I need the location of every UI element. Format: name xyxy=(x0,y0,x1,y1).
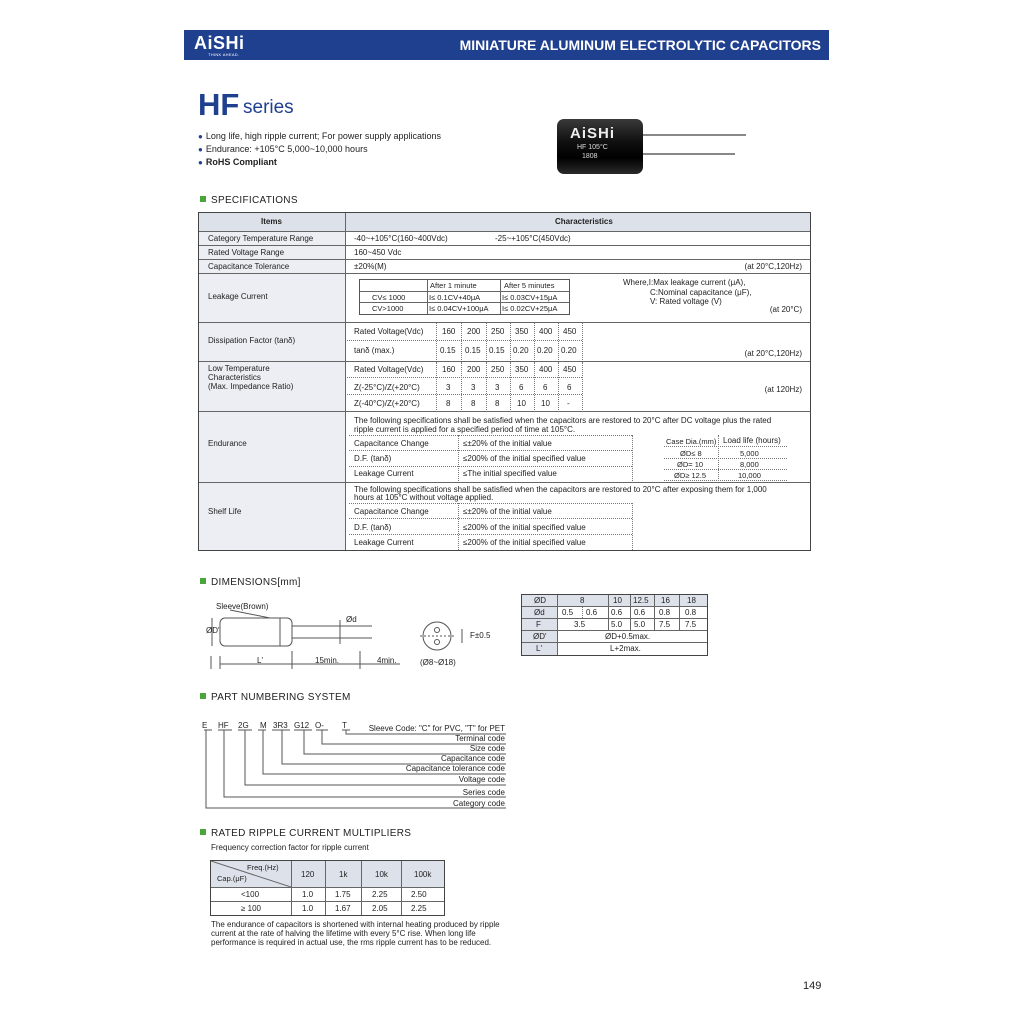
series-word: series xyxy=(243,97,294,118)
pn-label: Capacitance code xyxy=(440,754,505,763)
ripple-value: 2.50 xyxy=(411,890,427,899)
ripple-subheading: Frequency correction factor for ripple current xyxy=(211,843,369,852)
endurance-value: ≤200% of the initial specified value xyxy=(463,454,586,463)
cond-leakage: (at 20°C) xyxy=(769,305,802,314)
bullet-icon: ● xyxy=(198,145,203,154)
lt-row-label: Z(-25°C)/Z(+20°C) xyxy=(354,383,420,392)
leakage-where: V: Rated voltage (V) xyxy=(650,297,722,306)
lt-z25: 6 xyxy=(567,383,572,392)
ripple-table xyxy=(210,860,445,916)
dim-row-label: ØD xyxy=(534,596,546,605)
df-voltage: 350 xyxy=(515,327,529,336)
lt-voltage: 350 xyxy=(515,365,529,374)
endurance-text: The following specifications shall be satisfied when the capacitors are restored to 20°C after DC voltage plus the rated xyxy=(354,416,772,425)
life-dia: ØD≤ 8 xyxy=(680,449,702,458)
dimension-table xyxy=(521,594,708,656)
ripple-freq-label: Freq.(Hz) xyxy=(247,863,279,872)
section-heading: DIMENSIONS[mm] xyxy=(200,577,301,588)
ripple-value: 2.25 xyxy=(411,904,427,913)
cond-low-temp: (at 120Hz) xyxy=(764,385,802,394)
dim-row-label: L' xyxy=(536,644,542,653)
pn-code: T xyxy=(342,721,347,730)
dim-d: 0.6 xyxy=(586,608,598,617)
cond-cap-tolerance: (at 20°C,120Hz) xyxy=(744,262,802,271)
endurance-item: Capacitance Change xyxy=(354,439,429,448)
pn-code: HF xyxy=(218,721,229,730)
dim-4min: 4min. xyxy=(377,656,397,665)
lt-z25: 3 xyxy=(495,383,500,392)
pn-label: Series code xyxy=(462,788,505,797)
lt-z40: 10 xyxy=(541,399,550,408)
df-voltage: 160 xyxy=(442,327,456,336)
dim-row-label: ØD' xyxy=(533,632,547,641)
feature-item: ● Long life, high ripple current; For power supply applications xyxy=(198,131,441,141)
section-heading: SPECIFICATIONS xyxy=(200,195,298,206)
bullet-icon: ● xyxy=(198,158,203,167)
dim-phi-D: ØD' xyxy=(206,626,220,635)
shelf-value: ≤200% of the initial specified value xyxy=(463,538,586,547)
ripple-freq: 1k xyxy=(339,870,348,879)
dim-d: 0.6 xyxy=(611,608,623,617)
dim-D: 12.5 xyxy=(633,596,649,605)
dim-d: 0.8 xyxy=(659,608,671,617)
endurance-item: D.F. (tanδ) xyxy=(354,454,392,463)
pn-label: Capacitance tolerance code xyxy=(405,764,505,773)
shelf-text: The following specifications shall be satisfied when the capacitors are restored to 20°C after exposing them for 1,000 xyxy=(354,485,767,494)
ripple-value: 1.75 xyxy=(335,890,351,899)
pn-code: G12 xyxy=(294,721,310,730)
df-voltage: 400 xyxy=(539,327,553,336)
capacitor-logo: AiSHi xyxy=(570,125,616,142)
df-value: 0.20 xyxy=(513,346,529,355)
square-icon xyxy=(200,693,206,699)
header-bar xyxy=(184,30,829,60)
pn-label: Category code xyxy=(452,799,505,808)
brand-logo: AiSHi xyxy=(194,33,245,53)
ripple-value: 2.25 xyxy=(372,890,388,899)
lt-z40: 10 xyxy=(517,399,526,408)
section-heading: RATED RIPPLE CURRENT MULTIPLIERS xyxy=(200,828,411,839)
pn-code: O- xyxy=(315,721,324,730)
lt-row-label: Z(-40°C)/Z(+20°C) xyxy=(354,399,420,408)
square-icon xyxy=(200,829,206,835)
dim-D: 10 xyxy=(613,596,622,605)
dim-d: 0.5 xyxy=(562,608,574,617)
dim-F: 7.5 xyxy=(685,620,697,629)
label-low-temp: Characteristics xyxy=(208,373,261,382)
life-hours: 10,000 xyxy=(738,471,761,480)
leakage-where: C:Nominal capacitance (μF), xyxy=(650,288,752,297)
leakage-value: I≤ 0.03CV+15μA xyxy=(502,293,558,302)
pn-code: M xyxy=(260,721,267,730)
brand-tagline: THINK AHEAD. xyxy=(208,52,240,57)
dim-L: L' xyxy=(257,656,263,665)
lt-z40: 8 xyxy=(471,399,476,408)
table-header xyxy=(199,213,810,231)
df-voltage: 200 xyxy=(467,327,481,336)
leakage-col-5min: After 5 minutes xyxy=(504,281,555,290)
feature-item: ● Endurance: +105°C 5,000~10,000 hours xyxy=(198,144,368,154)
pn-label: Terminal code xyxy=(455,734,505,743)
df-voltage: 250 xyxy=(491,327,505,336)
df-value: 0.15 xyxy=(465,346,481,355)
capacitor-marking: 1808 xyxy=(582,153,598,160)
leakage-value: I≤ 0.04CV+100μA xyxy=(429,304,489,313)
dim-F: 5.0 xyxy=(634,620,646,629)
ripple-note: The endurance of capacitors is shortened with internal heating produced by ripple current at the rate of halving the lifetime with every 5°C rise. When long life performance is required in actual use, the rms ripple current has to be reduced. xyxy=(211,920,500,947)
section-heading: PART NUMBERING SYSTEM xyxy=(200,692,351,703)
life-dia: ØD= 10 xyxy=(677,460,704,469)
ripple-cap-label: Cap.(μF) xyxy=(217,874,247,883)
pn-label: Voltage code xyxy=(458,775,505,784)
life-hours: 8,000 xyxy=(740,460,759,469)
lt-z40: 8 xyxy=(495,399,500,408)
label-cap-tolerance: Capacitance Tolerance xyxy=(208,262,290,271)
label-leakage: Leakage Current xyxy=(208,292,268,301)
header-title: MINIATURE ALUMINUM ELECTROLYTIC CAPACITORS xyxy=(459,37,821,53)
bullet-icon: ● xyxy=(198,132,203,141)
value-rated-voltage: 160~450 Vdc xyxy=(354,248,402,257)
dim-F: 7.5 xyxy=(659,620,671,629)
dim-row-label: F xyxy=(536,620,541,629)
leakage-value: I≤ 0.1CV+40μA xyxy=(429,293,481,302)
leakage-subtable xyxy=(359,279,570,315)
leakage-cond: CV≤ 1000 xyxy=(372,293,406,302)
value-category-temp-1: -40~+105°C(160~400Vdc) xyxy=(354,234,448,243)
ripple-freq: 100k xyxy=(414,870,432,879)
dim-D: 18 xyxy=(687,596,696,605)
label-endurance: Endurance xyxy=(208,439,247,448)
ripple-value: 1.0 xyxy=(302,904,314,913)
pn-code: 2G xyxy=(238,721,249,730)
capacitor-marking: HF 105°C xyxy=(577,144,608,151)
square-icon xyxy=(200,578,206,584)
dim-D: 8 xyxy=(580,596,585,605)
page-number: 149 xyxy=(803,980,822,992)
pn-code: E xyxy=(202,721,208,730)
shelf-value: ≤200% of the initial specified value xyxy=(463,523,586,532)
pn-label: Size code xyxy=(469,744,505,753)
label-low-temp: Low Temperature xyxy=(208,364,270,373)
ripple-freq: 10k xyxy=(375,870,388,879)
spec-table xyxy=(198,212,811,551)
ripple-cap: <100 xyxy=(241,890,260,899)
endurance-item: Leakage Current xyxy=(354,469,414,478)
leakage-col-1min: After 1 minute xyxy=(430,281,477,290)
dim-d: 0.8 xyxy=(685,608,697,617)
lt-voltage: 200 xyxy=(467,365,481,374)
label-rated-voltage: Rated Voltage Range xyxy=(208,248,285,257)
df-voltage: 450 xyxy=(563,327,577,336)
dim-sleeve: Sleeve(Brown) xyxy=(216,602,269,611)
dim-D: 16 xyxy=(661,596,670,605)
series-code: HF xyxy=(198,87,240,122)
leakage-value: I≤ 0.02CV+25μA xyxy=(502,304,558,313)
lt-z25: 6 xyxy=(543,383,548,392)
dim-15min: 15min. xyxy=(315,656,340,665)
lt-z25: 3 xyxy=(446,383,451,392)
df-value: 0.15 xyxy=(489,346,505,355)
lt-voltage: 450 xyxy=(563,365,577,374)
capacitor-lead xyxy=(640,153,735,155)
shelf-value: ≤±20% of the initial value xyxy=(463,507,552,516)
capacitor-lead xyxy=(640,134,746,136)
dim-phi-d: Ød xyxy=(346,615,357,624)
df-value: 0.15 xyxy=(440,346,456,355)
value-category-temp-2: -25~+105°C(450Vdc) xyxy=(495,234,571,243)
df-row-label: tanδ (max.) xyxy=(354,346,395,355)
shelf-item: Capacitance Change xyxy=(354,507,429,516)
endurance-value: ≤±20% of the initial value xyxy=(463,439,552,448)
dim-F: F±0.5 xyxy=(470,631,491,640)
label-low-temp: (Max. Impedance Ratio) xyxy=(208,382,294,391)
ripple-freq: 120 xyxy=(301,870,315,879)
lt-voltage: 250 xyxy=(491,365,505,374)
ripple-value: 1.0 xyxy=(302,890,314,899)
lt-row-label: Rated Voltage(Vdc) xyxy=(354,365,424,374)
df-row-label: Rated Voltage(Vdc) xyxy=(354,327,424,336)
leakage-cond: CV>1000 xyxy=(372,304,404,313)
dim-range: (Ø8~Ø18) xyxy=(420,658,456,667)
col-items: Items xyxy=(261,217,282,226)
lt-voltage: 160 xyxy=(442,365,456,374)
life-col-dia: Case Dia.(mm) xyxy=(666,437,717,446)
endurance-value: ≤The initial specified value xyxy=(463,469,557,478)
lt-voltage: 400 xyxy=(539,365,553,374)
dim-Dprime: ØD+0.5max. xyxy=(605,632,651,641)
dim-F: 3.5 xyxy=(574,620,586,629)
df-value: 0.20 xyxy=(537,346,553,355)
life-col-hours: Load life (hours) xyxy=(723,436,781,445)
dim-Lprime: L+2max. xyxy=(610,644,641,653)
ripple-value: 2.05 xyxy=(372,904,388,913)
shelf-text: hours at 105°C without voltage applied. xyxy=(354,493,494,502)
dim-row-label: Ød xyxy=(534,608,545,617)
df-value: 0.20 xyxy=(561,346,577,355)
pn-label: Sleeve Code: "C" for PVC, "T" for PET xyxy=(368,724,505,733)
square-icon xyxy=(200,196,206,202)
feature-item: ● RoHS Compliant xyxy=(198,157,277,167)
dim-F: 5.0 xyxy=(611,620,623,629)
cond-dissipation: (at 20°C,120Hz) xyxy=(744,349,802,358)
lt-z40: - xyxy=(567,399,570,408)
pn-code: 3R3 xyxy=(273,721,288,730)
shelf-item: D.F. (tanδ) xyxy=(354,523,392,532)
ripple-cap: ≥ 100 xyxy=(241,904,261,913)
life-dia: ØD≥ 12.5 xyxy=(674,471,707,480)
lt-z25: 6 xyxy=(519,383,524,392)
label-dissipation: Dissipation Factor (tanδ) xyxy=(208,336,296,345)
lt-z40: 8 xyxy=(446,399,451,408)
col-characteristics: Characteristics xyxy=(555,217,613,226)
dim-d: 0.6 xyxy=(634,608,646,617)
value-cap-tolerance: ±20%(M) xyxy=(354,262,387,271)
ripple-value: 1.67 xyxy=(335,904,351,913)
label-category-temp: Category Temperature Range xyxy=(208,234,314,243)
lt-z25: 3 xyxy=(471,383,476,392)
label-shelf-life: Shelf Life xyxy=(208,507,242,516)
shelf-item: Leakage Current xyxy=(354,538,414,547)
leakage-where: Where,I:Max leakage current (μA), xyxy=(623,278,746,287)
life-hours: 5,000 xyxy=(740,449,759,458)
endurance-text: ripple current is applied for a specified period of time at 105°C. xyxy=(354,425,576,434)
